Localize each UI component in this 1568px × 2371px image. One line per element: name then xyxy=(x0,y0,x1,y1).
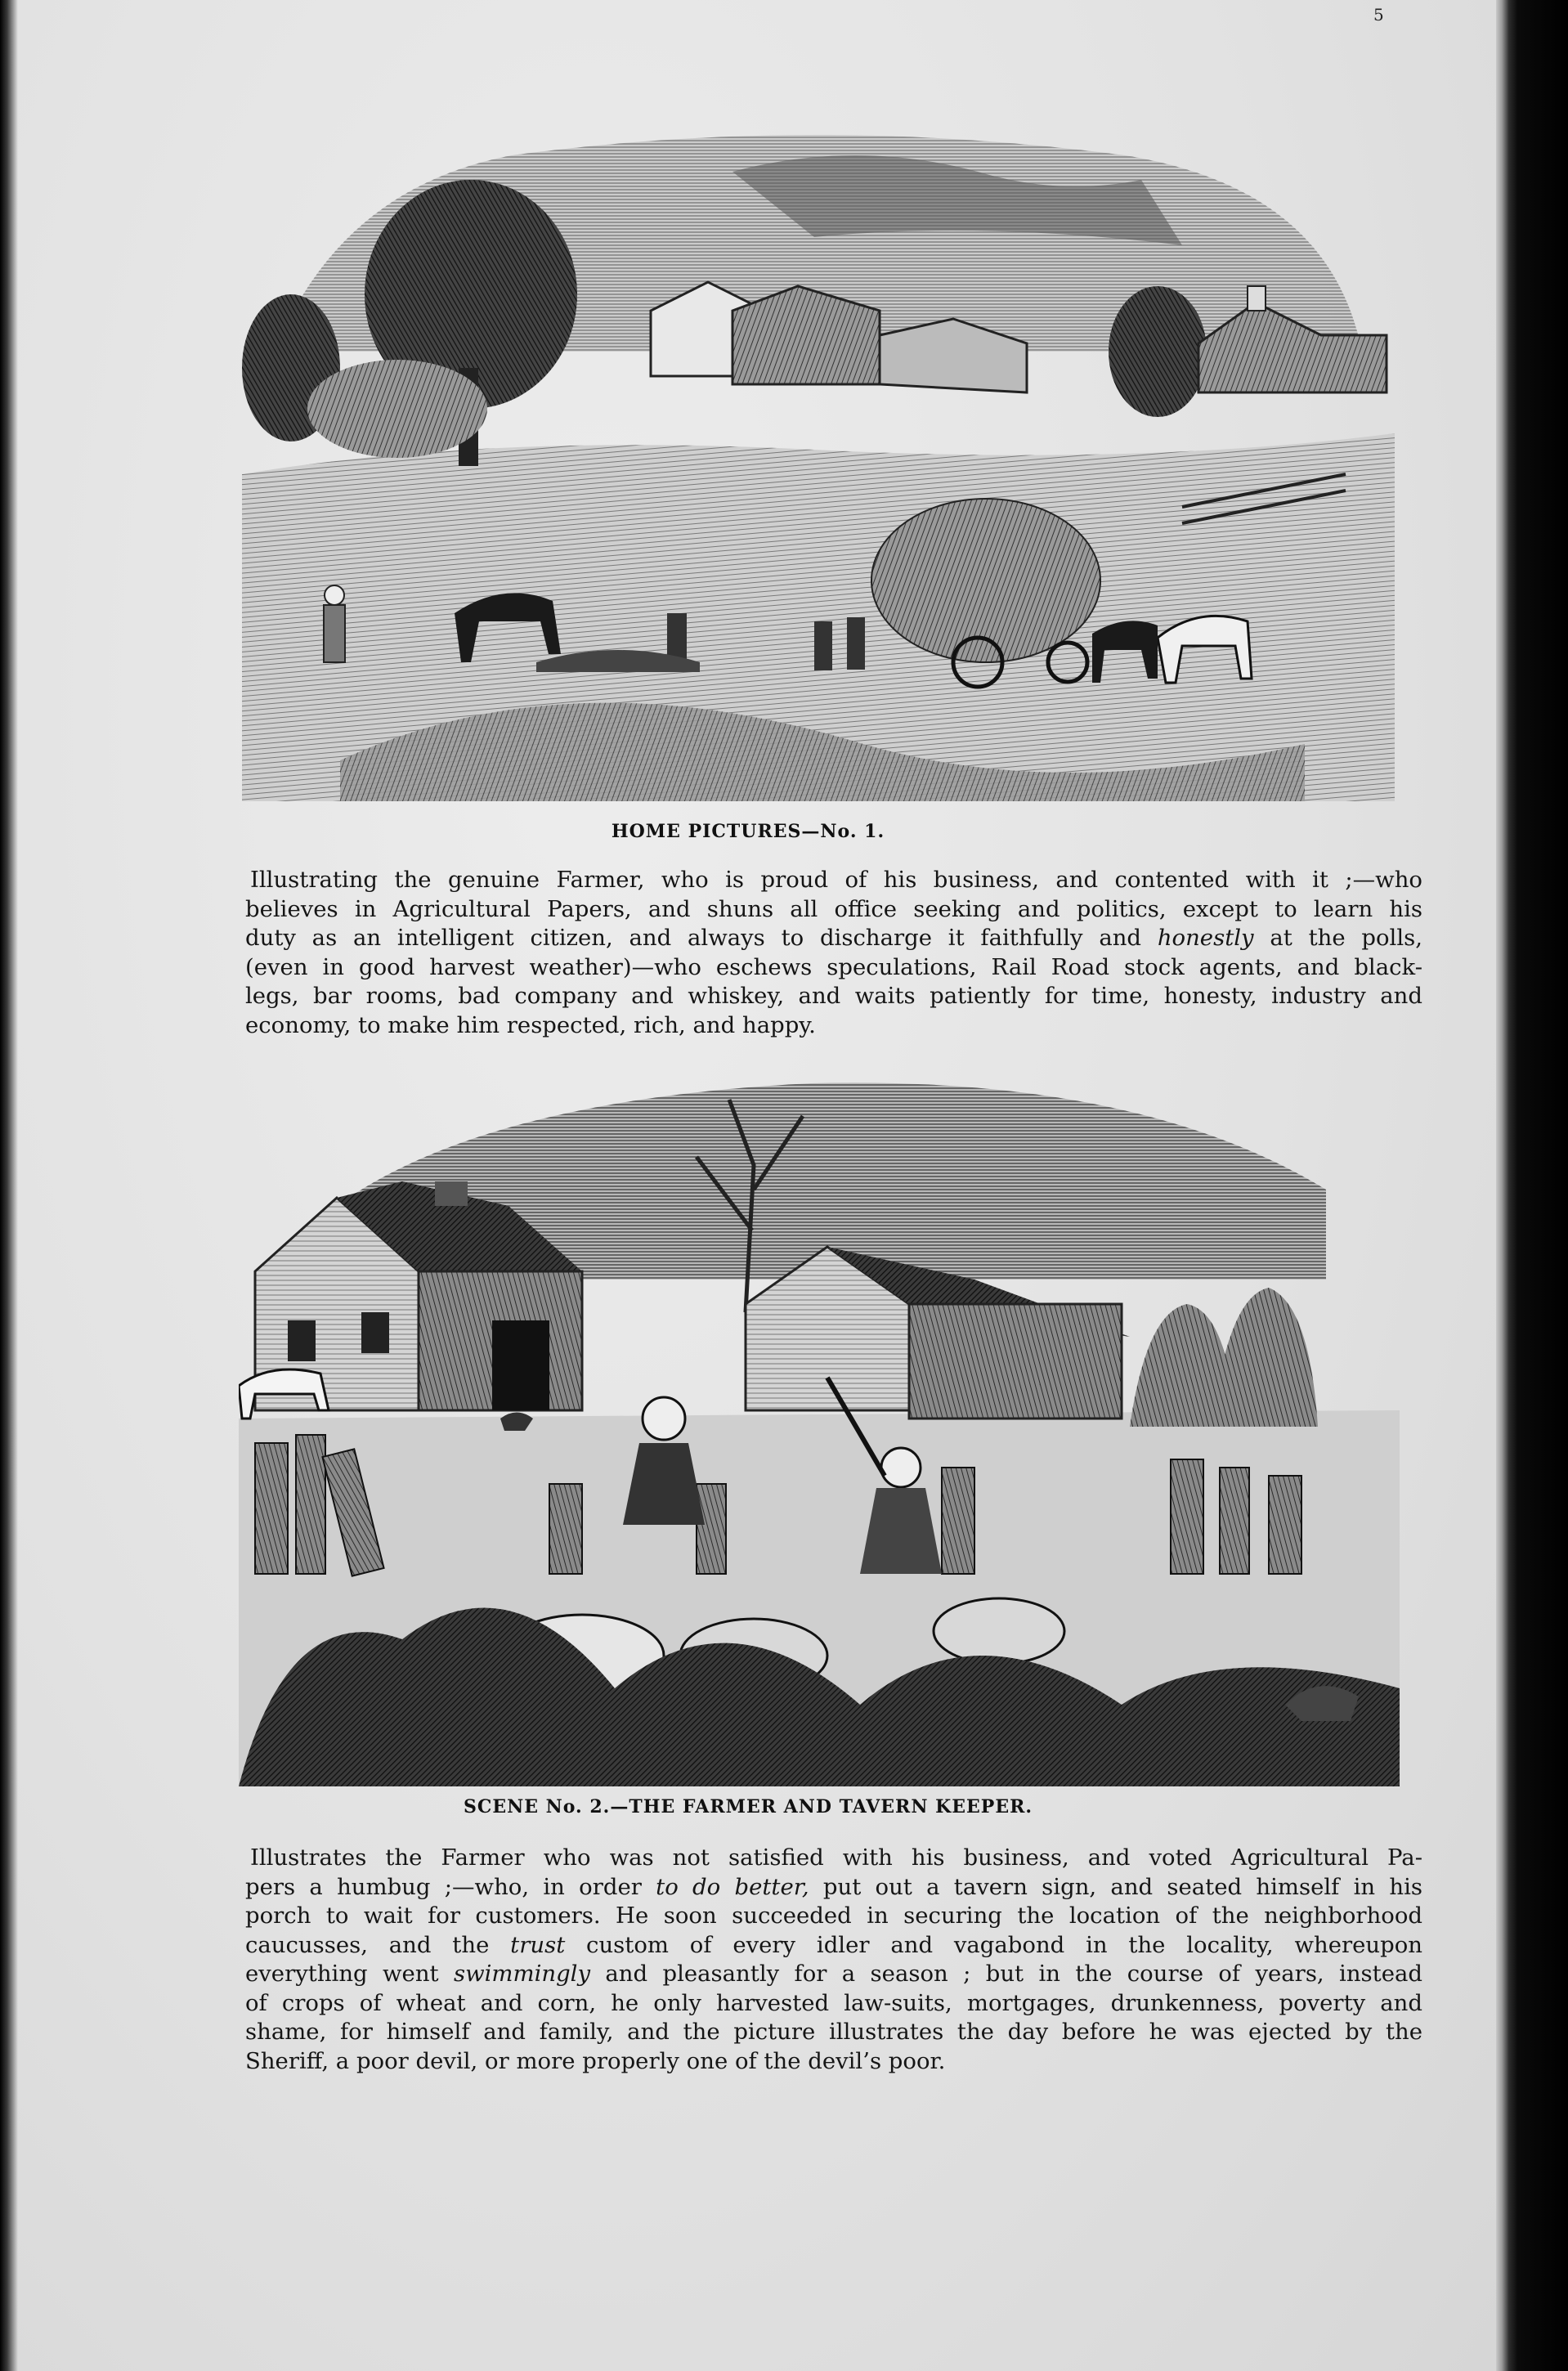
scan-right-edge xyxy=(1496,0,1568,2371)
text-line: pers a humbug ;—who, in order to do better, put out a tavern sign, and seated himself in his xyxy=(245,1873,1423,1900)
scan-left-edge xyxy=(0,0,18,2371)
text-line: of crops of wheat and corn, he only harvested law-suits, mortgages, drunkenness, poverty and xyxy=(245,1989,1422,2016)
text-line: everything went swimmingly and pleasantly for a season ; but in the course of years, instead xyxy=(245,1961,1422,1987)
text-line: porch to wait for customers. He soon succeeded in securing the location of the neighborhood xyxy=(245,1903,1422,1929)
engraving-home-pictures xyxy=(242,123,1395,801)
text-line: caucusses, and the trust custom of every idler and vagabond in the locality, whereupon xyxy=(245,1931,1422,1958)
text-line: economy, to make him respected, rich, and happy. xyxy=(245,1011,816,1038)
text-line: (even in good harvest weather)—who eschews speculations, Rail Road stock agents, and black- xyxy=(245,953,1422,980)
engraving-farmer-and-tavern-keeper xyxy=(239,1067,1400,1786)
paragraph-farmer-and-tavern-keeper xyxy=(245,1844,1422,2076)
paragraph-home-pictures xyxy=(245,866,1422,1040)
text-line: Sheriff, a poor devil, or more properly one of the devil’s poor. xyxy=(245,2047,946,2074)
text-line: Illustrates the Farmer who was not satisfied with his business, and voted Agricultural Pa- xyxy=(250,1844,1422,1871)
text-line: shame, for himself and family, and the picture illustrates the day before he was ejected by the xyxy=(245,2019,1422,2045)
text-line: Illustrating the genuine Farmer, who is proud of his business, and contented with it ;—who xyxy=(250,867,1422,893)
text-line: believes in Agricultural Papers, and shuns all office seeking and politics, except to learn his xyxy=(245,895,1422,922)
caption-home-pictures: HOME PICTURES—No. 1. xyxy=(611,821,885,842)
page-mark: 5 xyxy=(1373,5,1387,25)
text-line: legs, bar rooms, bad company and whiskey, and waits patiently for time, honesty, industry and xyxy=(245,983,1422,1009)
caption-farmer-and-tavern-keeper: SCENE No. 2.—THE FARMER AND TAVERN KEEPER. xyxy=(463,1796,1033,1817)
text-line: duty as an intelligent citizen, and always to discharge it faithfully and honestly at the polls, xyxy=(245,925,1423,951)
